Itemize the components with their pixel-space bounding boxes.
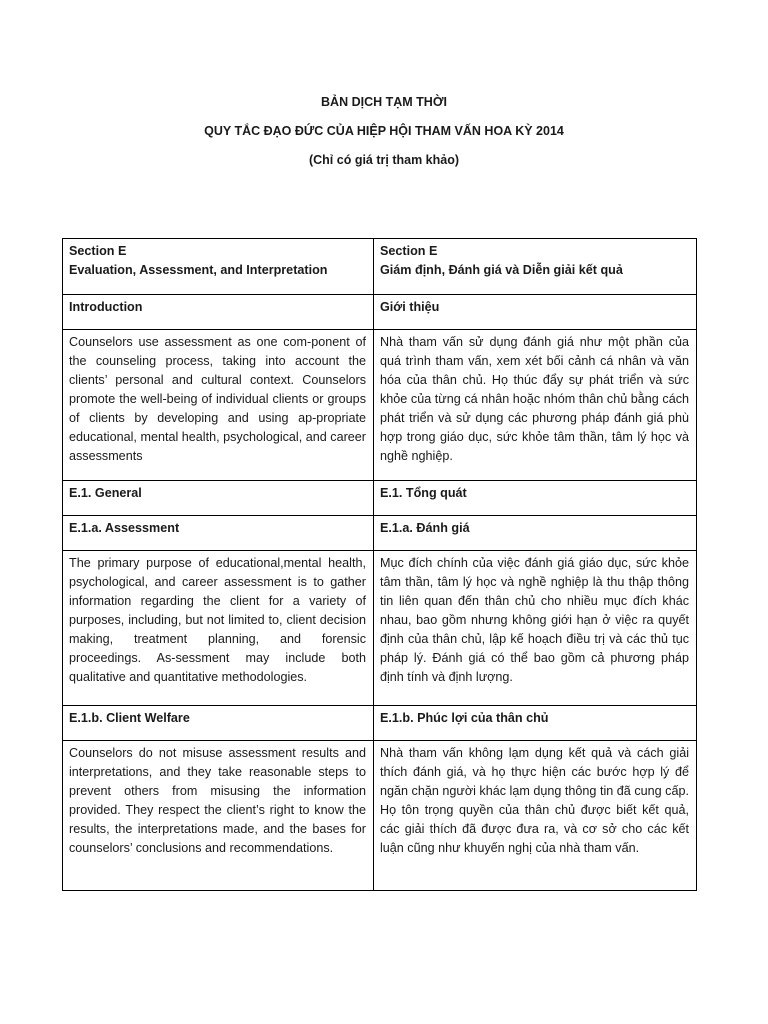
client-welfare-heading-en: E.1.b. Client Welfare — [63, 706, 374, 741]
client-welfare-text-vi: Nhà tham vấn không lạm dụng kết quả và cách giải thích đánh giá, và họ thực hiện các bước hợp lý để ngăn chặn người khác lạm dụng thông tin đã cung cấp. Họ tôn trọng quyền của thân chủ được biết kết quả, các giải thích đã được đưa ra, và cơ sở cho các kết luận cũng như khuyến nghị của nhà tham vấn. — [374, 741, 697, 891]
table-row — [63, 295, 697, 330]
table-row — [63, 239, 697, 295]
assessment-heading-vi: E.1.a. Đánh giá — [374, 516, 697, 551]
table-row — [63, 706, 697, 741]
introduction-text-vi: Nhà tham vấn sử dụng đánh giá như một phần của quá trình tham vấn, xem xét bối cảnh cá nhân và văn hóa của thân chủ. Họ thúc đẩy sự phát triển và sức khỏe của từng cá nhân hoặc nhóm thân chủ bằng cách phát triển và sử dụng các phương pháp đánh giá phù hợp trong giáo dục, sức khỏe tâm thần, tâm lý học và nghề nghiệp. — [374, 330, 697, 481]
header-code-title: QUY TẮC ĐẠO ĐỨC CỦA HIỆP HỘI THAM VẤN HOA KỲ 2014 — [204, 124, 564, 138]
section-title-en: Evaluation, Assessment, and Interpretation — [69, 263, 328, 277]
introduction-heading-en: Introduction — [63, 295, 374, 330]
header-note: (Chỉ có giá trị tham khảo) — [308, 153, 459, 167]
section-heading-en — [63, 239, 374, 295]
section-label-vi: Section E — [380, 244, 438, 258]
header-title: BẢN DỊCH TẠM THỜI — [321, 95, 447, 109]
document-header — [0, 93, 768, 180]
section-title-vi: Giám định, Đánh giá và Diễn giải kết quả — [380, 263, 623, 277]
table-row — [63, 551, 697, 706]
section-heading-vi — [374, 239, 697, 295]
introduction-heading-vi: Giới thiệu — [374, 295, 697, 330]
bilingual-table — [62, 238, 697, 891]
assessment-text-en: The primary purpose of educational,mental health, psychological, and career assessment is to gather information regarding the client for a variety of purposes, including, but not limited to, client decision making, treatment planning, and forensic proceedings. As-sessment may include both qualitative and quantitative methodologies. — [63, 551, 374, 706]
table-row — [63, 516, 697, 551]
table-row — [63, 330, 697, 481]
client-welfare-heading-vi: E.1.b. Phúc lợi của thân chủ — [374, 706, 697, 741]
introduction-text-en: Counselors use assessment as one com-ponent of the counseling process, taking into account the clients’ personal and cultural context. Counselors promote the well-being of individual clients or groups of clients by developing and using ap-propriate educational, mental health, psychological, and career assessments — [63, 330, 374, 481]
table-row — [63, 741, 697, 891]
general-heading-vi: E.1. Tổng quát — [374, 481, 697, 516]
assessment-heading-en: E.1.a. Assessment — [63, 516, 374, 551]
client-welfare-text-en: Counselors do not misuse assessment results and interpretations, and they take reasonable steps to prevent others from misusing the information provided. They respect the client’s right to know the results, the interpretations made, and the bases for counselors’ conclusions and recommendations. — [63, 741, 374, 891]
table-row — [63, 481, 697, 516]
general-heading-en: E.1. General — [63, 481, 374, 516]
assessment-text-vi: Mục đích chính của việc đánh giá giáo dục, sức khỏe tâm thần, tâm lý học và nghề nghiệp là thu thập thông tin liên quan đến thân chủ cho nhiều mục đích khác nhau, bao gồm nhưng không giới hạn ở việc ra quyết định của thân chủ, lập kế hoạch điều trị và các thủ tục pháp lý. Đánh giá có thể bao gồm cả phương pháp định tính và định lượng. — [374, 551, 697, 706]
section-label-en: Section E — [69, 244, 127, 258]
